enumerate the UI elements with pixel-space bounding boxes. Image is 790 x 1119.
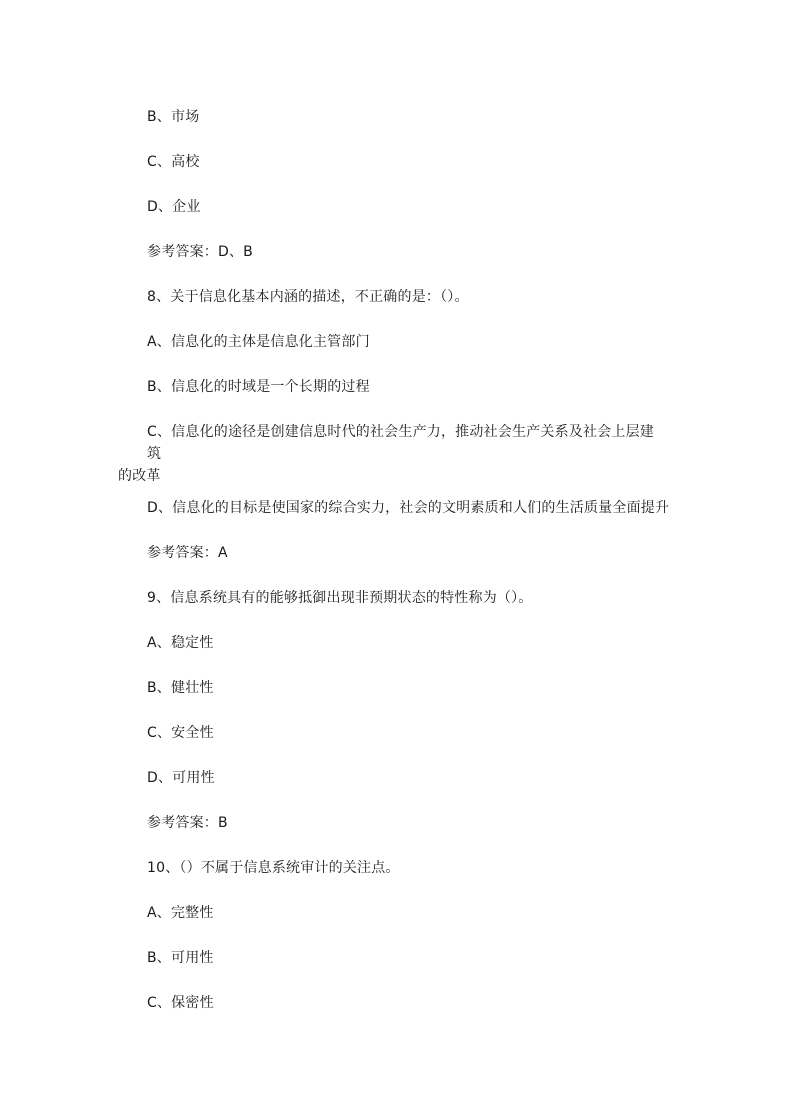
answer-q7: 参考答案：D、B (147, 244, 253, 260)
answer-q9: 参考答案：B (147, 815, 228, 831)
q10-option-b: B、可用性 (147, 950, 214, 966)
question-8: 8、关于信息化基本内涵的描述，不正确的是：（）。 (147, 289, 469, 305)
q9-option-d: D、可用性 (147, 770, 215, 786)
q9-option-a: A、稳定性 (147, 635, 214, 651)
option-b-market: B、市场 (147, 109, 200, 125)
q8-option-c (118, 421, 667, 487)
q8-option-b: B、信息化的时域是一个长期的过程 (147, 379, 370, 395)
q9-option-c: C、安全性 (147, 725, 214, 741)
q9-option-b: B、健壮性 (147, 680, 214, 696)
question-10: 10、（）不属于信息系统审计的关注点。 (147, 860, 400, 876)
q10-option-c: C、保密性 (147, 995, 214, 1011)
q8-option-a: A、信息化的主体是信息化主管部门 (147, 334, 370, 350)
option-d-enterprise: D、企业 (147, 199, 201, 215)
q8-option-c-line2: 的改革 (118, 468, 161, 484)
answer-q8: 参考答案：A (147, 545, 228, 561)
q8-option-d: D、信息化的目标是使国家的综合实力，社会的文明素质和人们的生活质量全面提升 (147, 500, 670, 516)
question-9: 9、信息系统具有的能够抵御出现非预期状态的特性称为（）。 (147, 590, 533, 606)
q8-option-c-line1: C、信息化的途径是创建信息时代的社会生产力，推动社会生产关系及社会上层建筑 (147, 424, 654, 462)
option-c-university: C、高校 (147, 154, 200, 170)
q10-option-a: A、完整性 (147, 905, 214, 921)
